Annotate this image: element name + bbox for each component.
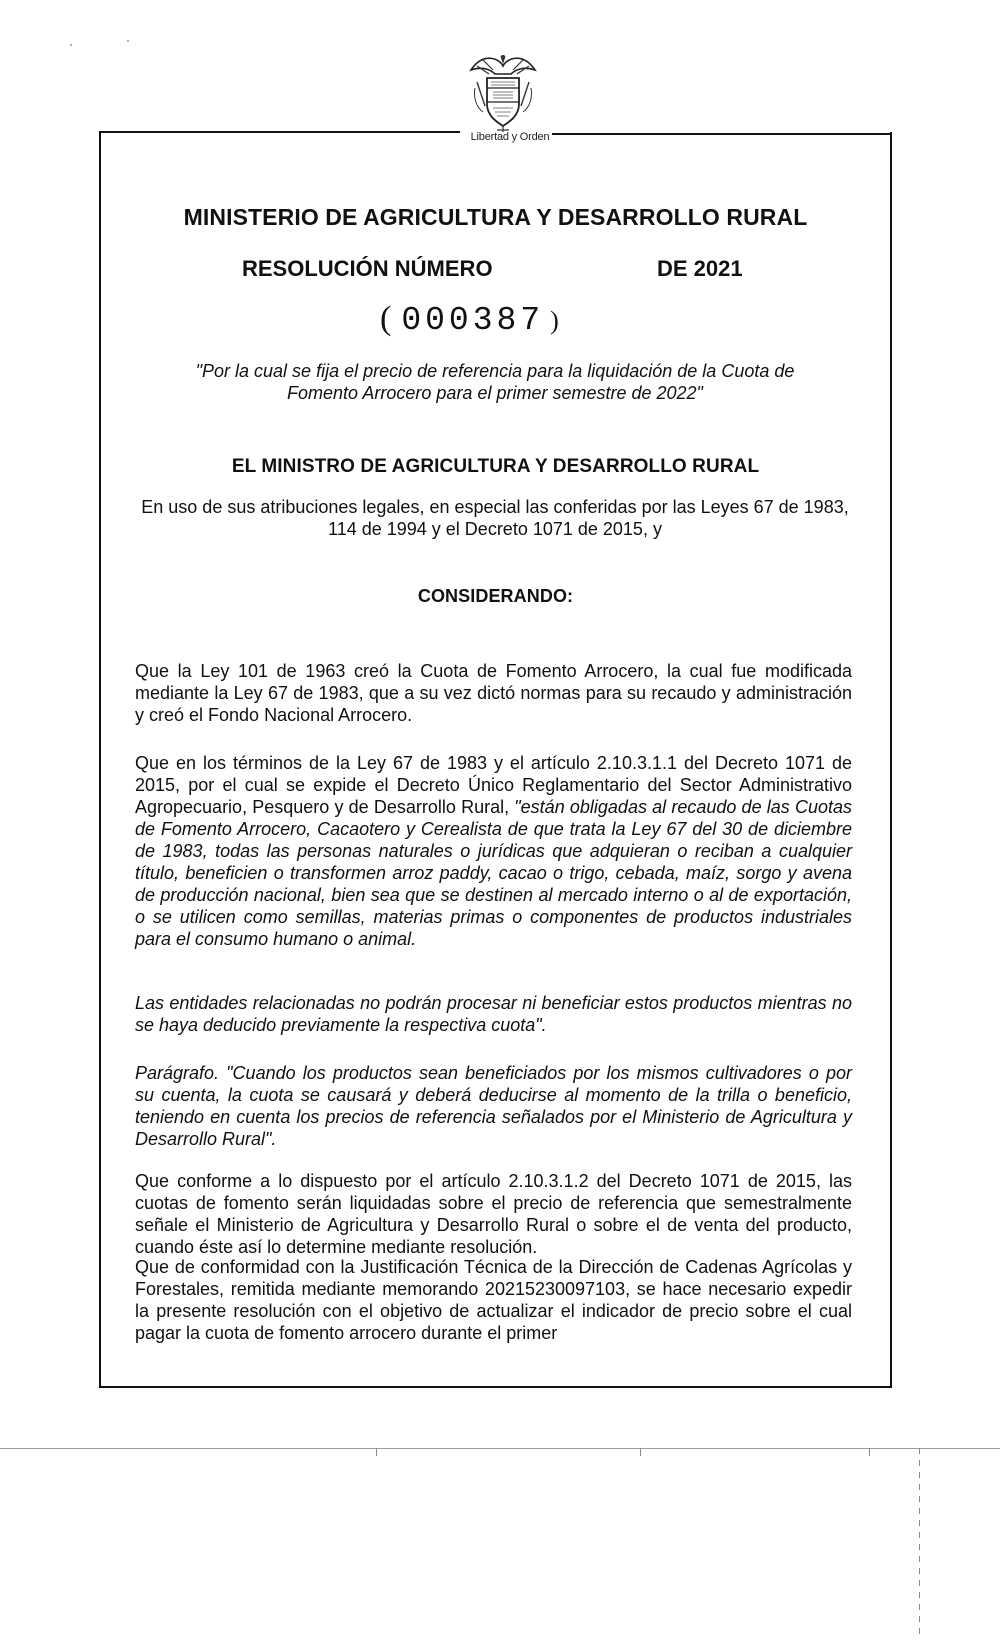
frame-top-right-rule bbox=[552, 133, 892, 135]
ministry-heading: MINISTERIO DE AGRICULTURA Y DESARROLLO RURAL bbox=[183, 204, 808, 230]
resolution-number-close: ) bbox=[550, 306, 563, 335]
scan-artifact-tick bbox=[376, 1448, 377, 1456]
paragraph-entidades-text: Las entidades relacionadas no podrán procesar ni beneficiar estos productos mientras no se haya deducido previamente la respectiva cuota". bbox=[135, 993, 852, 1035]
scan-artifact-line bbox=[0, 1448, 1000, 1449]
scan-speck bbox=[70, 44, 72, 46]
resolution-label: RESOLUCIÓN NÚMERO bbox=[242, 256, 493, 281]
paragraph-ley-101: Que la Ley 101 de 1963 creó la Cuota de Fomento Arrocero, la cual fue modificada mediante la Ley 67 de 1983, que a su vez dictó normas para su recaudo y administración y creó el Fondo Nacional Arrocero. bbox=[135, 661, 852, 725]
considering-heading: CONSIDERANDO: bbox=[417, 586, 574, 606]
minister-title: EL MINISTRO DE AGRICULTURA Y DESARROLLO RURAL bbox=[231, 456, 760, 477]
resolution-subject: "Por la cual se fija el precio de referencia para la liquidación de la Cuota de Fomento Arrocero para el primer semestre de 2022" bbox=[195, 361, 795, 403]
resolution-year: DE 2021 bbox=[657, 256, 743, 281]
paragraph-entidades bbox=[135, 992, 852, 1036]
scan-artifact-tick bbox=[640, 1448, 641, 1456]
paragraph-paragrafo bbox=[135, 1062, 852, 1150]
coat-of-arms-motto: Libertad y Orden bbox=[470, 131, 550, 143]
paragraph-decreto-1071 bbox=[135, 752, 852, 950]
scan-artifact-vertical bbox=[919, 1448, 920, 1638]
paragraph-decreto-1071-intro: Que en los términos de la Ley 67 de 1983 y el artículo 2.10.3.1.1 del Decreto 1071 de 2015, por el cual se expide el Decreto Único Reglamentario del Sector Administrativo Agropecuario, Pesquero y de Desarrollo Rural, bbox=[135, 753, 852, 817]
legal-powers: En uso de sus atribuciones legales, en especial las conferidas por las Leyes 67 de 1983, 114 de 1994 y el Decreto 1071 de 2015, y bbox=[141, 497, 849, 539]
resolution-number-stamp bbox=[380, 300, 600, 339]
paragraph-decreto-1071-quote: "están obligadas al recaudo de las Cuotas de Fomento Arrocero, Cacaotero y Cerealista de que trata la Ley 67 del 30 de diciembre de 1983, todas las personas naturales o jurídicas que adquieran o reciban a cualquier título, beneficien o transformen arroz paddy, cacao o trigo, cebada, maíz, sorgo y avena de producción nacional, bien sea que se destinen al mercado interno o al de exportación, o se utilicen como semillas, materias primas o componentes de productos industriales para el consumo humano o animal. bbox=[135, 797, 852, 949]
scan-speck bbox=[127, 40, 129, 42]
paragraph-precio-referencia: Que conforme a lo dispuesto por el artículo 2.10.3.1.2 del Decreto 1071 de 2015, las cuotas de fomento serán liquidadas sobre el precio de referencia que semestralmente señale el Ministerio de Agricultura y Desarrollo Rural o sobre el de venta del producto, cuando éste así lo determine mediante resolución. bbox=[135, 1171, 852, 1257]
resolution-number-open: ( bbox=[380, 300, 396, 337]
paragraph-paragrafo-body: "Cuando los productos sean beneficiados por los mismos cultivadores o por su cuenta, la cuota se causará y deberá deducirse al momento de la trilla o beneficio, teniendo en cuenta los precios de referencia señalados por el Ministerio de Agricultura y Desarrollo Rural". bbox=[135, 1063, 852, 1149]
scan-artifact-tick bbox=[869, 1448, 870, 1456]
paragraph-paragrafo-lead: Parágrafo. bbox=[135, 1063, 227, 1083]
paragraph-justificacion: Que de conformidad con la Justificación Técnica de la Dirección de Cadenas Agrícolas y Forestales, remitida mediante memorando 20215230097103, se hace necesario expedir la presente resolución con el objetivo de actualizar el indicador de precio sobre el cual pagar la cuota de fomento arrocero durante el primer bbox=[135, 1257, 852, 1343]
frame-top-left-rule bbox=[99, 131, 460, 133]
resolution-number: 000387 bbox=[401, 302, 545, 339]
coat-of-arms-icon bbox=[463, 48, 543, 138]
